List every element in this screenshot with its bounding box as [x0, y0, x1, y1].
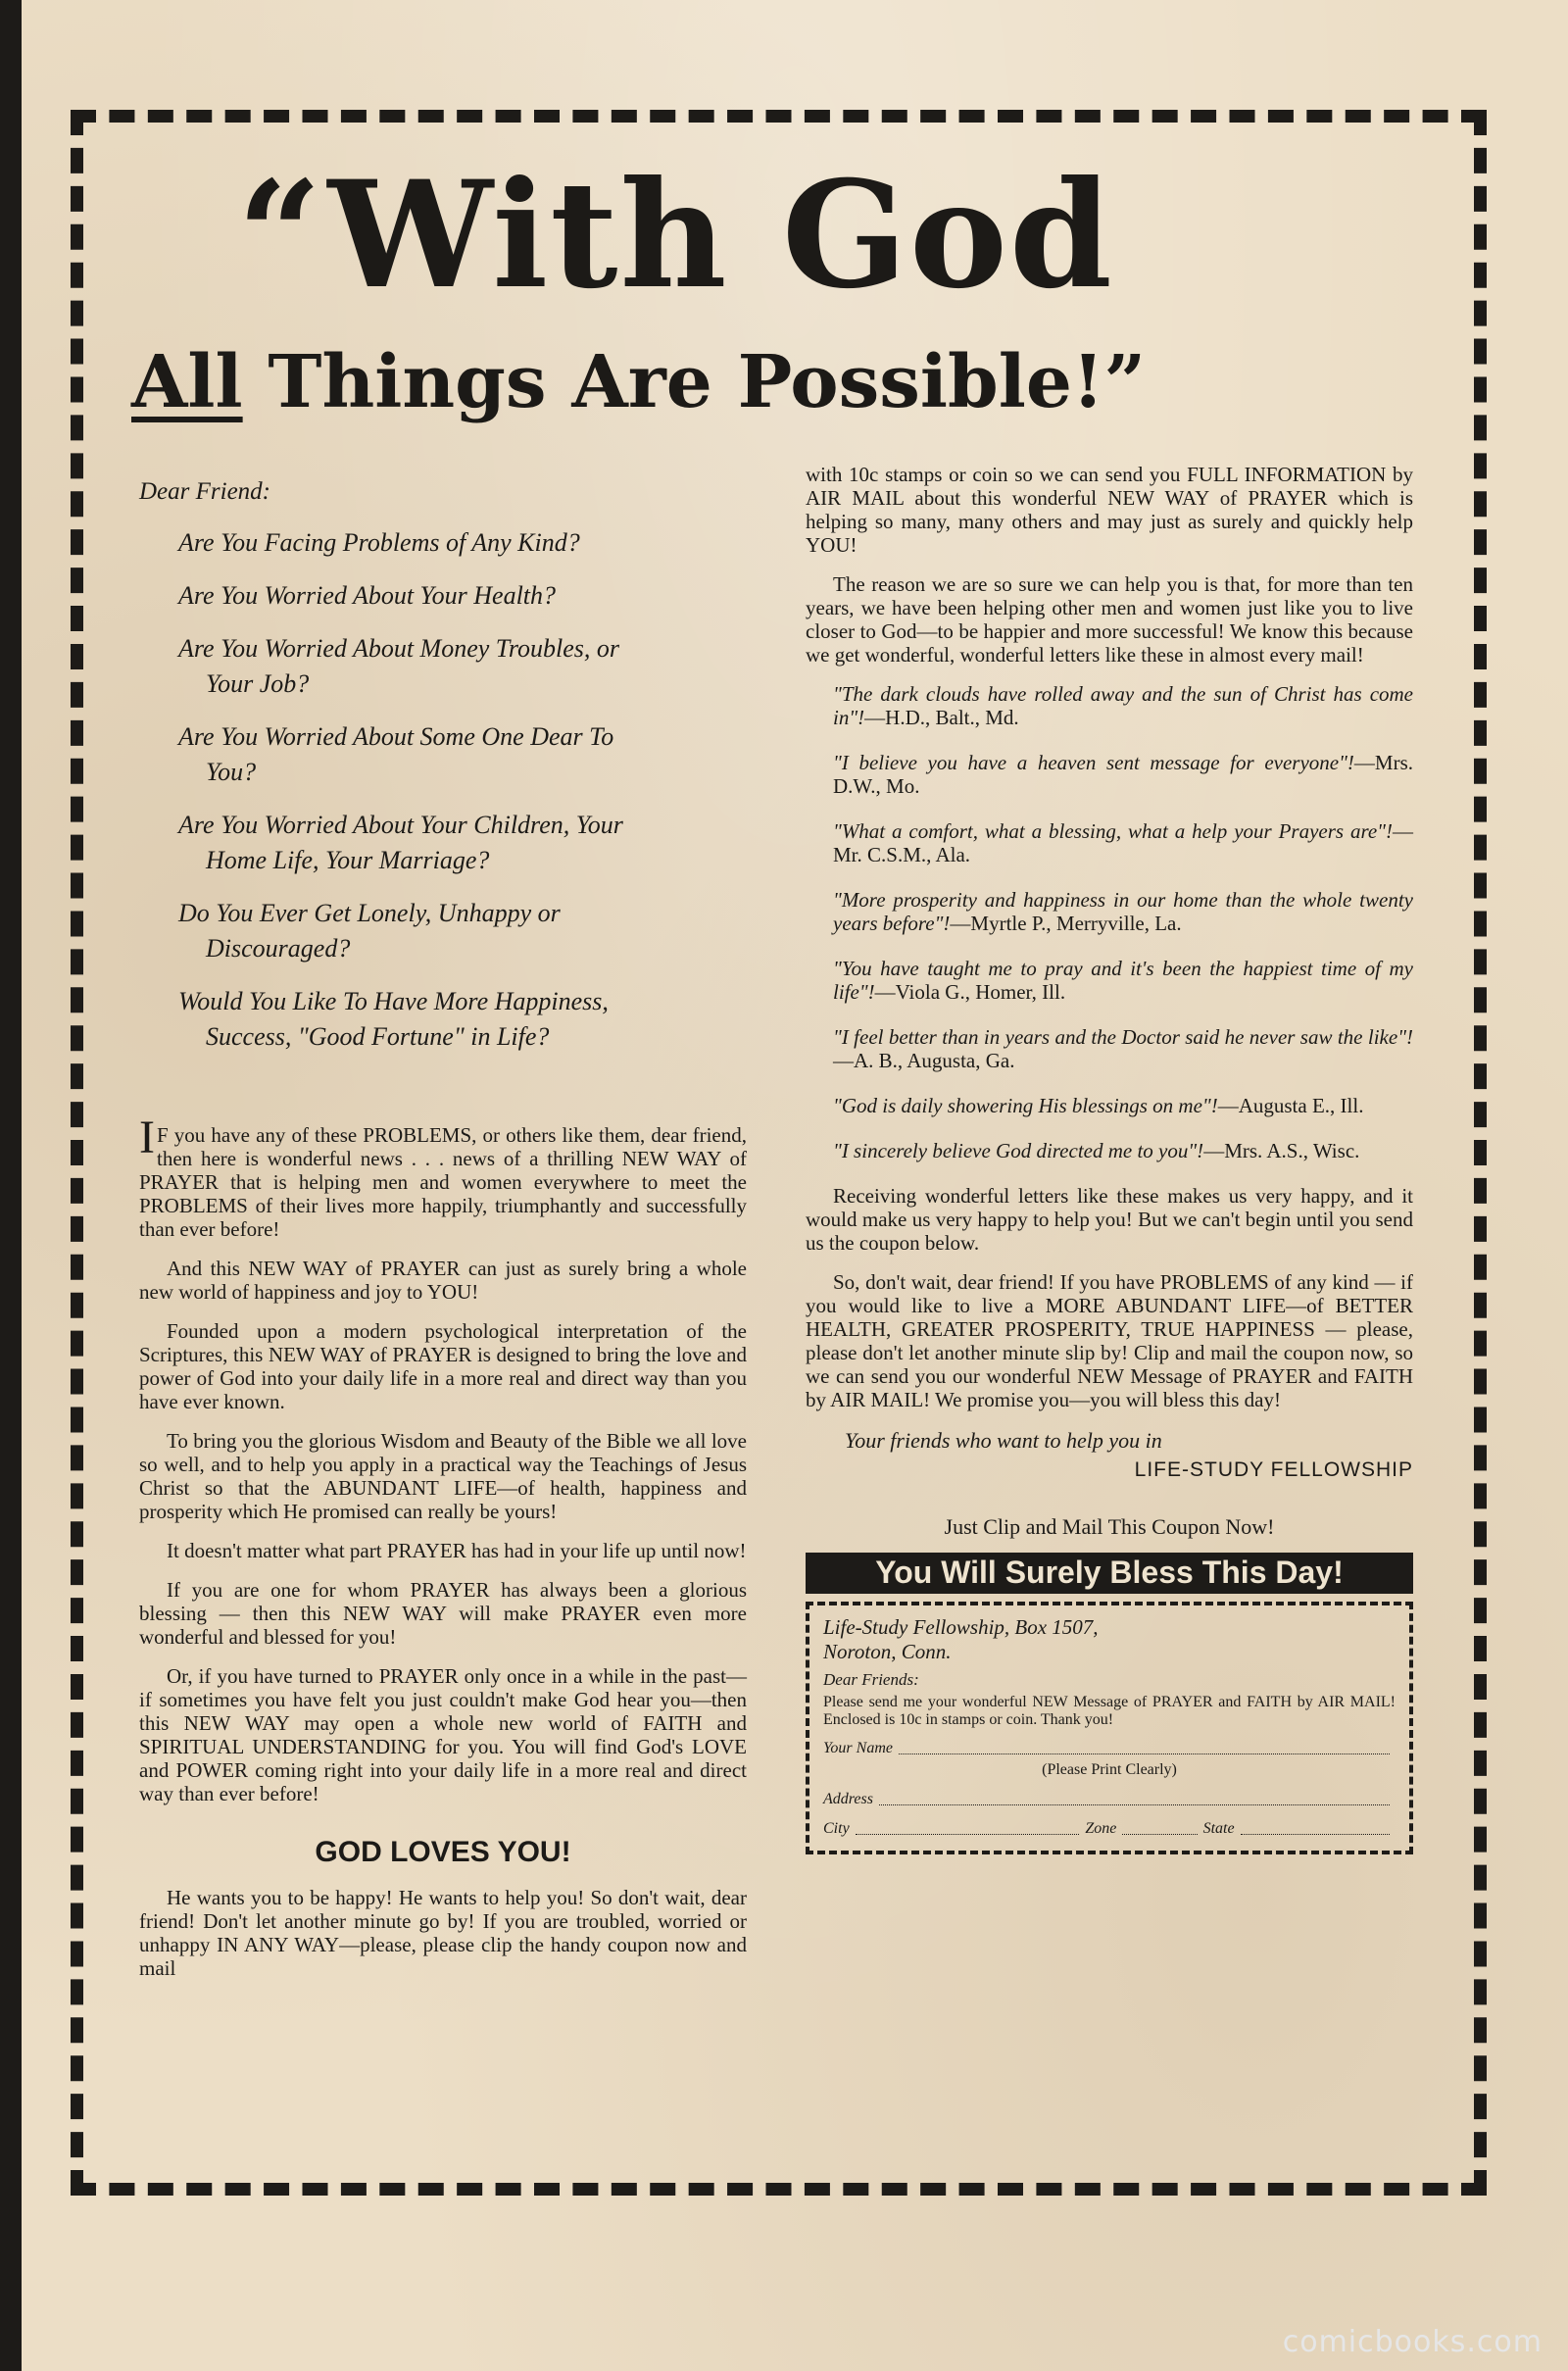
testimonial-author: —A. B., Augusta, Ga. — [833, 1049, 1015, 1072]
question-text: Are You Worried About Money Troubles, or — [178, 634, 619, 663]
question — [178, 631, 747, 702]
question-text: Would You Like To Have More Happiness, — [178, 987, 609, 1015]
signoff: Your friends who want to help you in — [845, 1428, 1162, 1453]
question-text: Are You Worried About Your Children, Your — [178, 811, 623, 839]
testimonial-author: —Augusta E., Ill. — [1217, 1094, 1364, 1117]
headline-line-2 — [131, 338, 1425, 426]
coupon-banner: You Will Surely Bless This Day! — [806, 1553, 1413, 1594]
question — [178, 578, 747, 614]
clip-instruction: Just Clip and Mail This Coupon Now! — [944, 1514, 1275, 1539]
city-field-line[interactable] — [856, 1834, 1080, 1835]
question-text: Are You Worried About Your Health? — [178, 581, 557, 610]
address-field-line[interactable] — [879, 1804, 1390, 1805]
organization-name: LIFE-STUDY FELLOWSHIP — [1134, 1458, 1413, 1481]
testimonial-author: —Myrtle P., Merryville, La. — [950, 912, 1182, 935]
dont-wait-paragraph: So, don't wait, dear friend! If you have PROBLEMS of any kind — if you would like to live a MORE ABUNDANT LIFE—of BETTER HEALTH, GREATER PROSPERITY, TRUE HAPPINESS — please, please don't let another minute slip by! Clip and mail the coupon now, so we can send you our wonderful NEW Message of PRAYER and FAITH by AIR MAIL! We promise you—you will bless this day! — [806, 1270, 1413, 1411]
testimonial-author: —Mrs. D.W., Mo. — [833, 751, 1413, 798]
drop-cap: I — [139, 1111, 155, 1163]
testimonial-text: "I feel better than in years and the Doctor said he never saw the like"! — [833, 1025, 1413, 1049]
reason-paragraph: The reason we are so sure we can help you is that, for more than ten years, we have been helping other men and women just like you to live closer to God—to be happier and more successful! We know this because we get wonderful, wonderful letters like these in almost every mail! — [806, 572, 1413, 667]
city-zone-state-fields[interactable] — [823, 1819, 1396, 1839]
address-field-label: Address — [823, 1791, 873, 1807]
watermark: comicbooks.com — [1282, 2325, 1543, 2359]
salutation: Dear Friend: — [139, 478, 270, 505]
coupon-message: Please send me your wonderful NEW Message of PRAYER and FAITH by AIR MAIL! Enclosed is 10c in stamps or coin. Thank you! — [823, 1694, 1396, 1728]
testimonial-text: "I believe you have a heaven sent message for everyone"! — [833, 751, 1354, 774]
intro-paragraph — [139, 1111, 747, 1241]
name-field[interactable] — [823, 1739, 1396, 1758]
testimonial-text: "God is daily showering His blessings on me"! — [833, 1094, 1218, 1117]
question-text: Home Life, Your Marriage? — [206, 846, 490, 874]
closing-paragraph: He wants you to be happy! He wants to help you! So don't wait, dear friend! Don't let another minute go by! If you are troubled, worried or unhappy IN ANY WAY—please, please clip the handy coupon now and mail — [139, 1886, 747, 1980]
name-field-label: Your Name — [823, 1740, 893, 1756]
question-text: You? — [206, 758, 257, 786]
coupon-greeting: Dear Friends: — [823, 1670, 919, 1689]
testimonial — [833, 1139, 1413, 1162]
right-column — [806, 463, 1413, 1854]
receiving-paragraph: Receiving wonderful letters like these makes us very happy, and it would make us very happy to help you! But we can't begin until you send us the coupon below. — [806, 1184, 1413, 1255]
paragraph-text: F you have any of these PROBLEMS, or others like them, dear friend, then here is wonderful news . . . news of a thrilling NEW WAY of PRAYER that is helping men and women everywhere to meet the PROBLEMS of their lives more happily, triumphantly and successfully than ever before! — [139, 1123, 747, 1241]
state-field-line[interactable] — [1241, 1834, 1390, 1835]
coupon-address-line-2: Noroton, Conn. — [823, 1640, 952, 1663]
address-field[interactable] — [823, 1790, 1396, 1809]
question-text: Discouraged? — [206, 934, 351, 963]
testimonial-text: "What a comfort, what a blessing, what a help your Prayers are"! — [833, 819, 1393, 843]
testimonial — [833, 1094, 1413, 1117]
testimonial-text: "I sincerely believe God directed me to you"! — [833, 1139, 1204, 1162]
coupon-address-line-1: Life-Study Fellowship, Box 1507, — [823, 1615, 1099, 1639]
body-paragraph: Founded upon a modern psychological interpretation of the Scriptures, this NEW WAY of PRAYER is designed to bring the love and power of God into your daily life in a more real and direct way than you have ever known. — [139, 1319, 747, 1413]
print-hint: (Please Print Clearly) — [1042, 1761, 1177, 1778]
body-paragraph: If you are one for whom PRAYER has always been a glorious blessing — then this NEW WAY will make PRAYER even more wonderful and blessed for you! — [139, 1578, 747, 1649]
body-paragraph: It doesn't matter what part PRAYER has had in your life up until now! — [167, 1539, 747, 1562]
body-paragraph: And this NEW WAY of PRAYER can just as surely bring a whole new world of happiness and joy to YOU! — [139, 1257, 747, 1304]
testimonial — [833, 682, 1413, 729]
city-field-label: City — [823, 1820, 850, 1837]
question-text: Your Job? — [206, 669, 310, 698]
question — [178, 525, 747, 561]
body-paragraph: Or, if you have turned to PRAYER only once in a while in the past—if sometimes you have felt you just couldn't make God hear you—then this NEW WAY may open a whole new world of FAITH and SPIRITUAL UNDERSTANDING for you. You will find God's LOVE and POWER coming right into your daily life in a more real and direct way than ever before! — [139, 1664, 747, 1805]
zone-field-line[interactable] — [1122, 1834, 1197, 1835]
body-paragraph: To bring you the glorious Wisdom and Beauty of the Bible we all love so well, and to help you apply in a practical way the Teachings of Jesus Christ so that the ABUNDANT LIFE—of health, happiness and prosperity which He promised can really be yours! — [139, 1429, 747, 1523]
testimonial-author: —Mrs. A.S., Wisc. — [1203, 1139, 1360, 1162]
testimonial-text: "You have taught me to pray and it's been the happiest time of my life"! — [833, 957, 1413, 1004]
question — [178, 984, 747, 1055]
question — [178, 808, 747, 878]
testimonial-author: —H.D., Balt., Md. — [864, 706, 1019, 729]
headline-line-2-rest: Things Are Possible!” — [242, 340, 1147, 424]
question-text: Are You Facing Problems of Any Kind? — [178, 528, 580, 557]
magazine-page — [22, 0, 1568, 2371]
testimonial — [833, 957, 1413, 1004]
zone-field-label: Zone — [1085, 1820, 1117, 1837]
testimonial — [833, 751, 1413, 798]
left-column — [139, 480, 747, 1996]
state-field-label: State — [1202, 1820, 1235, 1837]
testimonial-author: —Viola G., Homer, Ill. — [874, 980, 1066, 1004]
testimonial — [833, 819, 1413, 866]
question — [178, 896, 747, 966]
continuation-paragraph: with 10c stamps or coin so we can send you FULL INFORMATION by AIR MAIL about this wonderful NEW WAY of PRAYER which is helping so many, many others and may just as surely and quickly help YOU! — [806, 463, 1413, 557]
question — [178, 719, 747, 790]
headline-line-1: “With God — [237, 149, 1114, 321]
headline-underlined-word: All — [131, 340, 243, 424]
testimonial-author: —Mr. C.S.M., Ala. — [833, 819, 1413, 866]
testimonial — [833, 1025, 1413, 1072]
subheading: GOD LOVES YOU! — [315, 1836, 571, 1868]
question-text: Are You Worried About Some One Dear To — [178, 722, 614, 751]
testimonial-text: "More prosperity and happiness in our home than the whole twenty years before"! — [833, 888, 1413, 935]
question-text: Success, "Good Fortune" in Life? — [206, 1022, 550, 1051]
mail-coupon[interactable] — [806, 1602, 1413, 1854]
question-text: Do You Ever Get Lonely, Unhappy or — [178, 899, 561, 927]
testimonial-text: "The dark clouds have rolled away and the sun of Christ has come in"! — [833, 682, 1413, 729]
testimonial — [833, 888, 1413, 935]
